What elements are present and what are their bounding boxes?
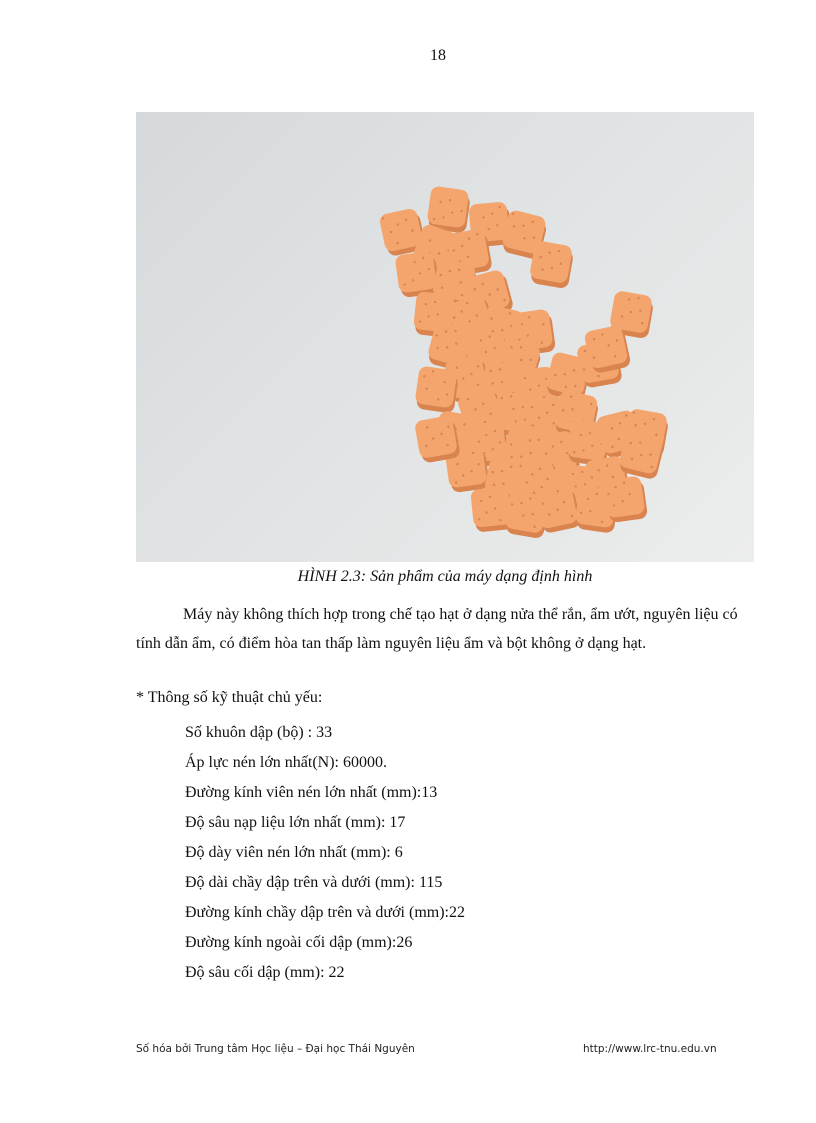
product-photo: [136, 112, 754, 562]
footer-source: Số hóa bởi Trung tâm Học liệu – Đại học Thái Nguyên: [136, 1043, 415, 1055]
body-paragraph: [136, 600, 740, 658]
spec-item: Độ dày viên nén lớn nhất (mm): 6: [185, 844, 403, 861]
spec-heading: * Thông số kỹ thuật chủ yếu:: [136, 689, 323, 706]
body-paragraph-text: Máy này không thích hợp trong chế tạo hạt ở dạng nửa thể rắn, ẩm ướt, nguyên liệu có tính dẫn ẩm, có điểm hòa tan thấp làm nguyên liệu ẩm và bột không ở dạng hạt.: [136, 606, 738, 652]
spec-list: [185, 718, 465, 988]
page-number: 18: [430, 47, 446, 64]
spec-item: Số khuôn dập (bộ) : 33: [185, 724, 333, 741]
spec-item: Đường kính ngoài cối dập (mm):26: [185, 934, 413, 951]
footer-url: http://www.lrc-tnu.edu.vn: [583, 1043, 717, 1055]
spec-item: Đường kính viên nén lớn nhất (mm):13: [185, 784, 438, 801]
tablet-shape: [528, 240, 575, 289]
figure-caption: HÌNH 2.3: Sản phẩm của máy dạng định hình: [297, 568, 593, 585]
spec-item: Độ dài chầy dập trên và dưới (mm): 115: [185, 874, 443, 891]
spec-item: Độ sâu nạp liệu lớn nhất (mm): 17: [185, 814, 406, 831]
tablet-pile-image: [136, 112, 754, 562]
spec-item: Áp lực nén lớn nhất(N): 60000.: [185, 754, 387, 771]
spec-item: Độ sâu cối dập (mm): 22: [185, 964, 345, 981]
spec-item: Đường kính chầy dập trên và dưới (mm):22: [185, 904, 465, 921]
tablet-shape: [414, 366, 460, 414]
